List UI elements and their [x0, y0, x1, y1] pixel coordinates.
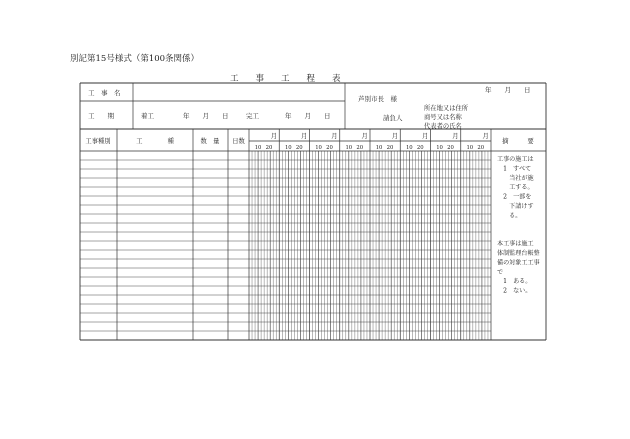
month-label: 月 [331, 133, 338, 140]
remarks-note-line: 当社が施 [497, 174, 534, 182]
contractor-line: 代表者の氏名 [424, 123, 462, 130]
day-tick: 10 [375, 145, 383, 151]
month-label: 月 [391, 133, 399, 140]
addressee: 芦別市長 様 [358, 95, 397, 103]
remarks-note-line: 工事の施工は [497, 156, 534, 163]
remarks-note-line: 備の対象工工事 [497, 259, 540, 267]
contractor-line: 商号又は名称 [424, 114, 462, 121]
end-date: 年 月 日 [285, 112, 331, 120]
remarks-note-line: 1 すべて [497, 165, 532, 173]
day-tick: 20 [416, 145, 424, 151]
day-tick: 20 [295, 145, 303, 151]
day-tick: 20 [386, 145, 394, 151]
day-tick: 10 [405, 145, 413, 151]
date-line: 年 月 日 [485, 86, 531, 94]
month-label: 月 [452, 133, 459, 140]
remarks-note-line: 2 一部を [497, 193, 532, 201]
construction-name-label: 工 事 名 [88, 89, 121, 97]
start-date: 年 月 日 [183, 112, 229, 120]
day-tick: 20 [477, 145, 485, 151]
column-header-remarks: 摘 要 [502, 138, 534, 145]
remarks-note-line: 1 ある。 [497, 278, 532, 286]
form-caption: 別記第15号様式（第100条関係） [70, 54, 200, 64]
day-tick: 10 [345, 145, 353, 151]
remarks-note-line: る。 [497, 212, 522, 220]
column-header-days: 日数 [232, 138, 245, 145]
month-label: 月 [422, 133, 429, 140]
day-tick: 10 [436, 145, 443, 151]
remarks-note-line: 下請けす [497, 203, 534, 210]
start-label: 着工 [141, 112, 154, 120]
day-tick: 10 [466, 145, 474, 151]
end-label: 完工 [246, 112, 259, 120]
month-label: 月 [301, 133, 308, 140]
month-label: 月 [361, 133, 368, 140]
remarks-note-line: 2 ない。 [497, 287, 532, 295]
day-tick: 10 [315, 145, 322, 151]
remarks-note-line: 体制監理台帳整 [497, 250, 540, 257]
remarks-note-line: 本工事は施工 [497, 240, 534, 248]
contractor-line: 所在地又は住所 [424, 105, 469, 112]
contractor-label: 請負人 [383, 114, 403, 122]
day-tick: 20 [356, 145, 364, 151]
remarks-note-line: で [497, 268, 504, 276]
document-title: 工 事 工 程 表 [230, 74, 341, 84]
day-tick: 20 [326, 145, 333, 151]
period-label: 工 期 [88, 112, 114, 120]
day-tick: 20 [265, 145, 273, 151]
month-label: 月 [270, 133, 278, 140]
column-header-work: 工 種 [136, 138, 174, 145]
month-label: 月 [482, 133, 489, 140]
day-tick: 20 [447, 145, 454, 151]
column-header-quantity: 数 量 [200, 138, 220, 145]
column-header-kind: 工事種別 [85, 138, 111, 145]
day-tick: 10 [284, 145, 292, 151]
remarks-note-line: 工する。 [497, 184, 534, 192]
day-tick: 10 [254, 145, 262, 151]
